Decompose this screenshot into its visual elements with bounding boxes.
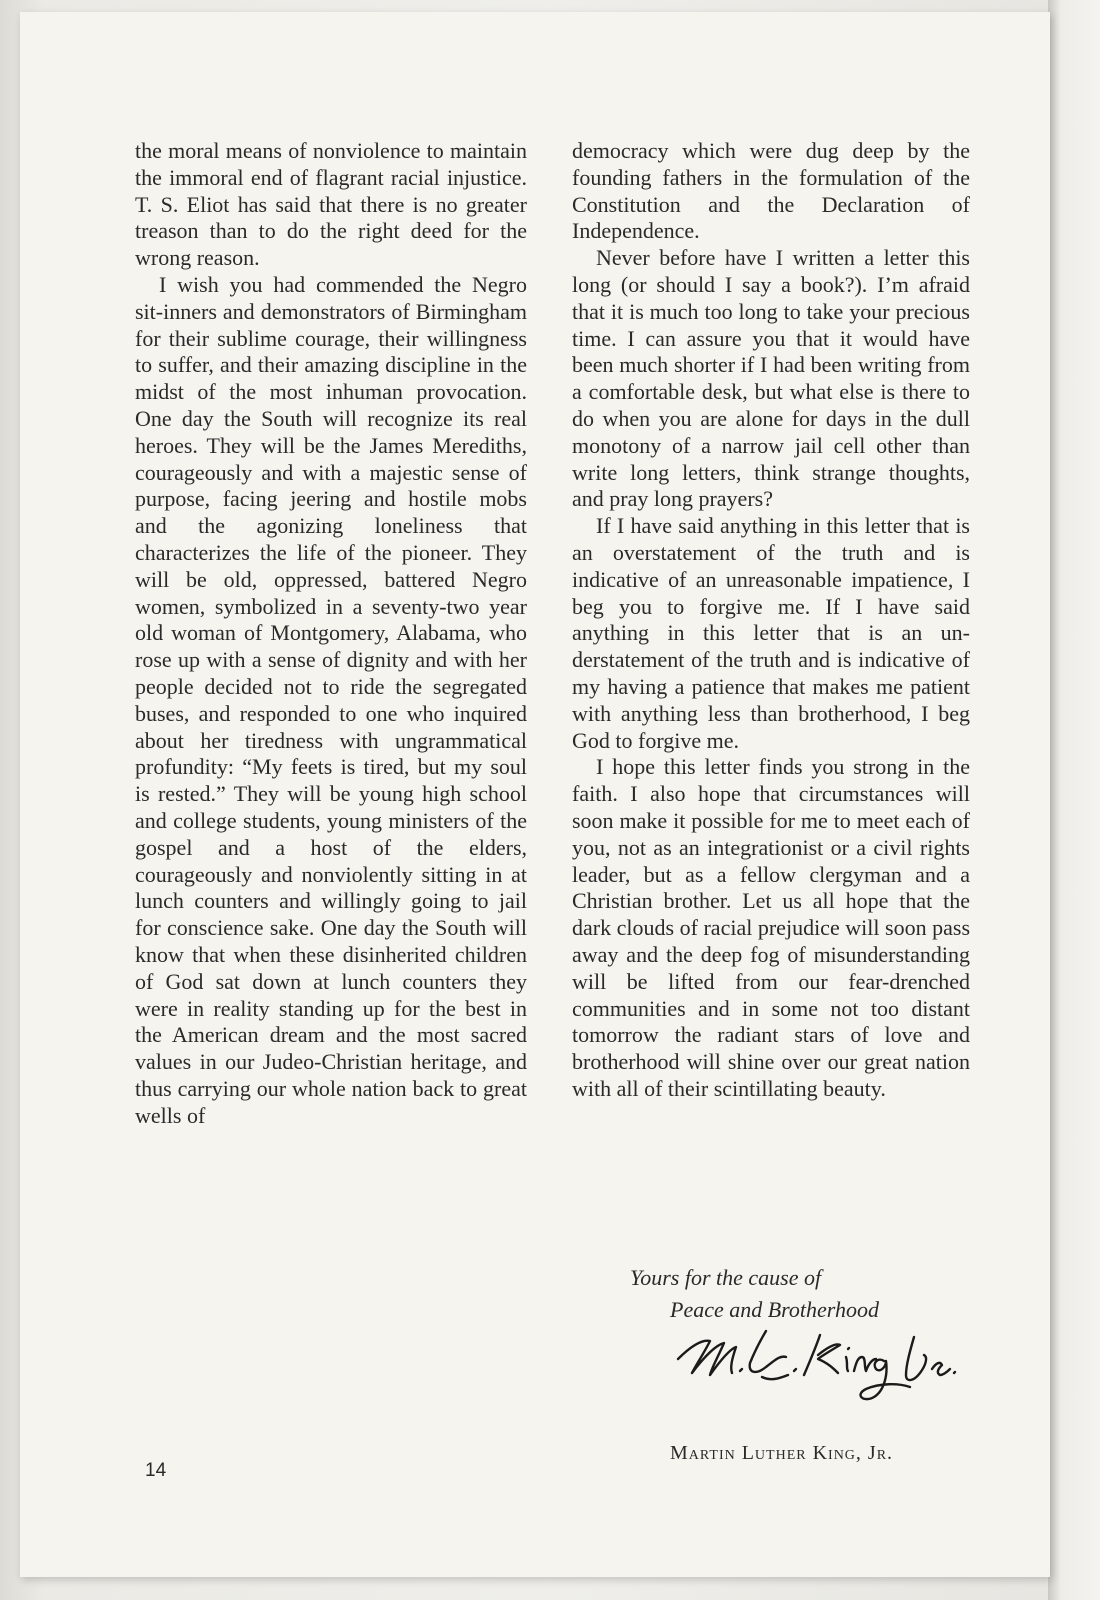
signature-printed-name: Martin Luther King, Jr. — [670, 1442, 894, 1464]
right-paragraph: democracy which were dug deep by the founding fathers in the formulation of the Constitution and the Declaration of Independence. — [572, 138, 970, 244]
closing-line-2: Peace and Brotherhood — [670, 1297, 879, 1322]
page-number: 14 — [145, 1460, 167, 1481]
book-page — [20, 12, 1050, 1577]
handwritten-signature — [670, 1317, 960, 1412]
right-paragraph: Never before have I written a letter this long (or should I say a book?). I’m afraid that it is much too long to take your precious time. I can assure you that it would have been much shorter if I had been writing from a comfortable desk, but what else is there to do when you are alone for days in the dull monotony of a narrow jail cell other than write long letters, think strange thoughts, and pray long prayers? — [572, 245, 970, 512]
right-paragraph: I hope this letter finds you strong in the faith. I also hope that circumstances will soon make it possible for me to meet each of you, not as an integrationist or a civil rights leader, but as a fellow clergyman and a Christian brother. Let us all hope that the dark clouds of racial prejudice will soon pass away and the deep fog of misunderstanding will be lifted from our fear-drenched communities and in some not too distant tomorrow the radiant stars of love and brotherhood will shine over our great nation with all of their scintillating beauty. — [572, 754, 970, 1101]
left-paragraph: I wish you had commended the Negro sit-inners and demonstrators of Birmingham for their sublime courage, their willingness to suffer, and their amazing discipline in the midst of the most inhuman provocation. One day the South will recognize its real heroes. They will be the James Merediths, courageously and with a majestic sense of purpose, facing jeering and hostile mobs and the agonizing loneliness that characterizes the life of the pioneer. They will be old, oppressed, battered Negro women, symbolized in a seventy-two year old woman of Montgomery, Alabama, who rose up with a sense of dignity and with her people decided not to ride the segregated buses, and responded to one who inquired about her tiredness with ungrammatical profundity: “My feets is tired, but my soul is rested.” They will be young high school and college students, young ministers of the gospel and a host of the elders, courageously and nonviolently sitting in at lunch counters and willingly going to jail for conscience sake. One day the South will know that when these disinherited children of God sat down at lunch counters they were in reality standing up for the best in the American dream and the most sacred values in our Judeo-Christian heritage, and thus carrying our whole nation back to great wells of — [135, 271, 527, 1128]
left-text-column — [135, 138, 527, 1129]
right-text-column — [572, 138, 970, 1103]
closing-line-1: Yours for the cause of — [630, 1265, 822, 1290]
right-paragraph: If I have said anything in this letter that is an overstatement of the truth and is indicative of an unreasonable impatience, I beg you to forgive me. If I have said anything in this letter that is an understatement of the truth and is indicative of my having a patience that makes me patient with anything less than brotherhood, I beg God to forgive me. — [572, 513, 970, 753]
adjacent-page-edge — [1048, 0, 1100, 1600]
left-paragraph: the moral means of nonviolence to maintain the immoral end of flagrant racial injustice. T. S. Eliot has said that there is no greater treason than to do the right deed for the wrong reason. — [135, 138, 527, 271]
